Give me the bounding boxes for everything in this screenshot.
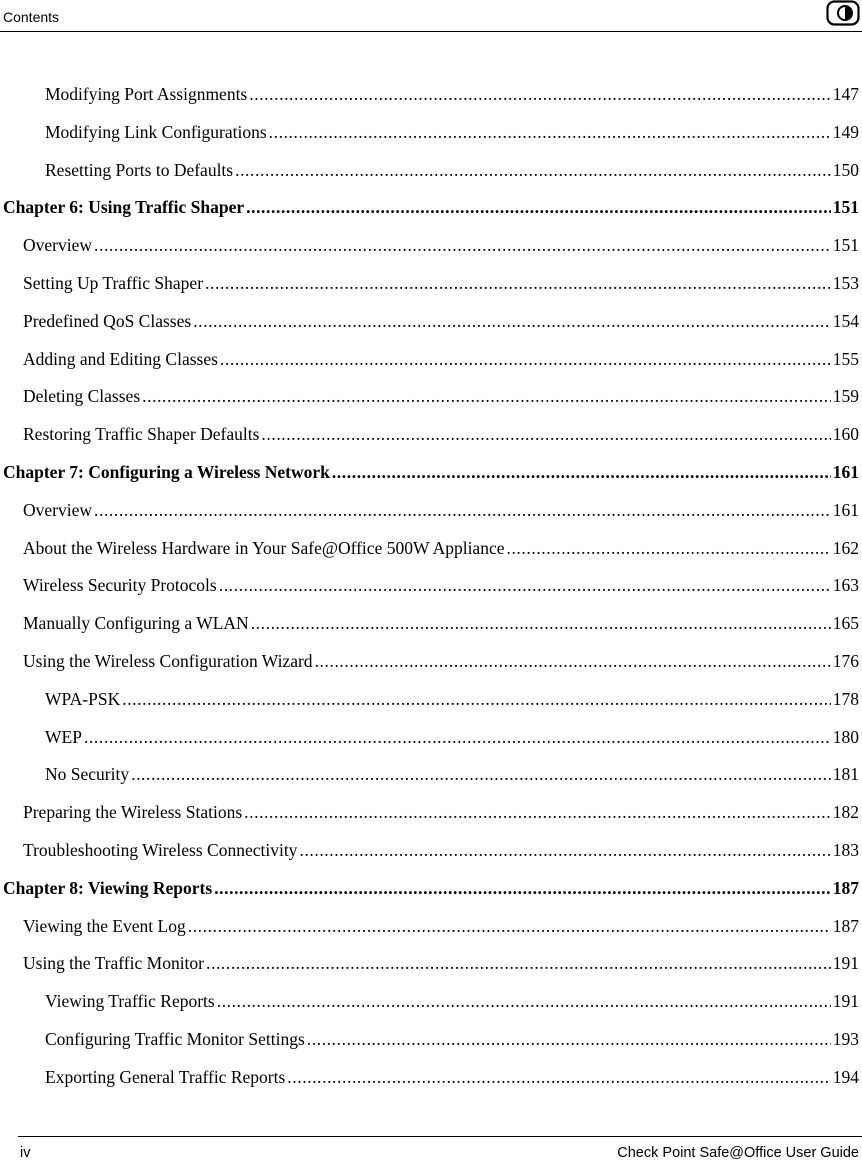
toc-entry-page: 150 <box>832 159 859 180</box>
footer-page-number: iv <box>20 1145 31 1161</box>
toc-entry-label: Preparing the Wireless Stations <box>23 802 243 823</box>
toc-entry[interactable] <box>23 423 859 445</box>
toc-dot-leader <box>220 348 831 370</box>
toc-entry[interactable] <box>23 801 859 823</box>
toc-entry-page: 155 <box>832 348 859 369</box>
toc-entry-label: Deleting Classes <box>23 386 141 407</box>
toc-entry-page: 161 <box>832 499 859 520</box>
toc-entry[interactable] <box>45 1066 859 1088</box>
toc-entry[interactable] <box>45 763 859 785</box>
toc-dot-leader <box>188 915 831 937</box>
check-point-logo-icon <box>826 0 860 26</box>
toc-entry[interactable] <box>45 121 859 143</box>
toc-dot-leader <box>261 423 830 445</box>
toc-entry-label: Troubleshooting Wireless Connectivity <box>23 840 298 860</box>
header-title: Contents <box>3 9 60 25</box>
toc-entry[interactable] <box>23 348 859 370</box>
toc-entry-label: Configuring Traffic Monitor Settings <box>45 1029 305 1049</box>
toc-entry[interactable] <box>23 499 859 521</box>
toc-dot-leader <box>205 272 831 294</box>
toc-entry-label: Overview <box>23 235 93 256</box>
toc-entry-page: 147 <box>832 84 859 104</box>
toc-entry-page: 154 <box>832 310 859 331</box>
toc-entry-page: 187 <box>832 877 859 898</box>
toc-entry[interactable] <box>23 310 859 332</box>
toc-entry-page: 159 <box>832 386 859 407</box>
toc-entry[interactable] <box>23 272 859 294</box>
toc-entry-label: Using the Traffic Monitor <box>23 953 204 974</box>
toc-entry-page: 151 <box>832 235 859 256</box>
toc-entry-page: 182 <box>832 802 859 823</box>
toc-dot-leader <box>94 499 831 521</box>
toc-entry-page: 193 <box>832 1029 859 1049</box>
toc-dot-leader <box>246 196 831 218</box>
toc-entry-label: Chapter 6: Using Traffic Shaper <box>3 197 245 218</box>
toc-entry-label: Using the Wireless Configuration Wizard <box>23 651 313 671</box>
toc-dot-leader <box>249 83 831 105</box>
toc-dot-leader <box>287 1066 830 1088</box>
toc-entry-label: Overview <box>23 499 93 520</box>
toc-entry[interactable] <box>45 1028 859 1050</box>
toc-entry-page: 149 <box>832 121 859 142</box>
toc-entry-page: 180 <box>832 726 859 747</box>
toc-dot-leader <box>94 234 831 256</box>
toc-entry[interactable] <box>23 574 859 596</box>
toc-entry-page: 162 <box>832 537 859 558</box>
toc-dot-leader <box>84 726 831 748</box>
toc-entry-label: Chapter 8: Viewing Reports <box>3 877 213 898</box>
toc-entry-page: 160 <box>832 424 859 445</box>
toc-entry-page: 151 <box>832 197 859 218</box>
toc-chapter-entry[interactable] <box>3 877 859 899</box>
toc-dot-leader <box>269 121 831 143</box>
toc-dot-leader <box>219 574 831 596</box>
toc-dot-leader <box>122 688 831 710</box>
toc-dot-leader <box>193 310 831 332</box>
toc-entry[interactable] <box>45 159 859 181</box>
toc-entry[interactable] <box>23 537 859 559</box>
toc-dot-leader <box>307 1028 831 1050</box>
toc-entry[interactable] <box>23 650 859 672</box>
toc-entry[interactable] <box>23 612 859 634</box>
toc-entry[interactable] <box>23 839 859 861</box>
toc-entry-label: Predefined QoS Classes <box>23 310 192 331</box>
toc-entry-label: Adding and Editing Classes <box>23 348 218 369</box>
toc-entry-page: 165 <box>832 613 859 634</box>
toc-entry-label: About the Wireless Hardware in Your Safe@Office 500W Appliance <box>23 537 505 558</box>
toc-entry-page: 153 <box>832 273 859 293</box>
toc-dot-leader <box>217 990 831 1012</box>
toc-entry-page: 183 <box>832 840 859 860</box>
toc-dot-leader <box>206 952 831 974</box>
toc-entry-label: WEP <box>45 726 82 747</box>
toc-entry-label: No Security <box>45 764 130 785</box>
toc-entry-label: Restoring Traffic Shaper Defaults <box>23 424 260 445</box>
toc-entry-label: Chapter 7: Configuring a Wireless Network <box>3 462 330 482</box>
toc-dot-leader <box>142 385 831 407</box>
toc-entry[interactable] <box>23 234 859 256</box>
toc-entry[interactable] <box>23 952 859 974</box>
toc-entry-label: Resetting Ports to Defaults <box>45 159 234 180</box>
toc-entry-label: Setting Up Traffic Shaper <box>23 273 204 293</box>
toc-dot-leader <box>332 461 831 483</box>
toc-entry-page: 178 <box>832 688 859 709</box>
page-header <box>0 0 862 32</box>
toc-entry-page: 191 <box>832 953 859 974</box>
toc-dot-leader <box>506 537 830 559</box>
toc-entry-page: 191 <box>832 991 859 1012</box>
toc-entry-label: Modifying Port Assignments <box>45 84 248 104</box>
toc-entry-page: 163 <box>832 575 859 596</box>
toc-dot-leader <box>131 763 831 785</box>
toc-dot-leader <box>244 801 831 823</box>
toc-entry[interactable] <box>45 990 859 1012</box>
toc-dot-leader <box>315 650 831 672</box>
toc-entry-label: WPA-PSK <box>45 688 121 709</box>
toc-chapter-entry[interactable] <box>3 196 859 218</box>
toc-entry[interactable] <box>45 688 859 710</box>
toc-entry[interactable] <box>45 83 859 105</box>
toc-entry-page: 187 <box>832 915 859 936</box>
toc-entry-page: 194 <box>832 1066 859 1087</box>
toc-entry-page: 176 <box>832 651 859 671</box>
toc-entry[interactable] <box>23 915 859 937</box>
toc-entry[interactable] <box>23 385 859 407</box>
footer-guide-title: Check Point Safe@Office User Guide <box>617 1145 859 1161</box>
toc-chapter-entry[interactable] <box>3 461 859 483</box>
toc-dot-leader <box>235 159 831 181</box>
toc-entry-label: Viewing Traffic Reports <box>45 991 215 1012</box>
toc-entry-label: Modifying Link Configurations <box>45 121 267 142</box>
toc-entry-label: Viewing the Event Log <box>23 915 186 936</box>
toc-dot-leader <box>299 839 830 861</box>
toc-entry-label: Wireless Security Protocols <box>23 575 217 596</box>
toc-dot-leader <box>251 612 831 634</box>
toc-entry[interactable] <box>45 726 859 748</box>
toc-entry-label: Exporting General Traffic Reports <box>45 1066 286 1087</box>
toc-dot-leader <box>214 877 831 899</box>
toc-entry-label: Manually Configuring a WLAN <box>23 613 249 634</box>
toc-entry-page: 181 <box>832 764 859 785</box>
footer-rule <box>18 1136 862 1137</box>
toc-entry-page: 161 <box>832 462 859 482</box>
